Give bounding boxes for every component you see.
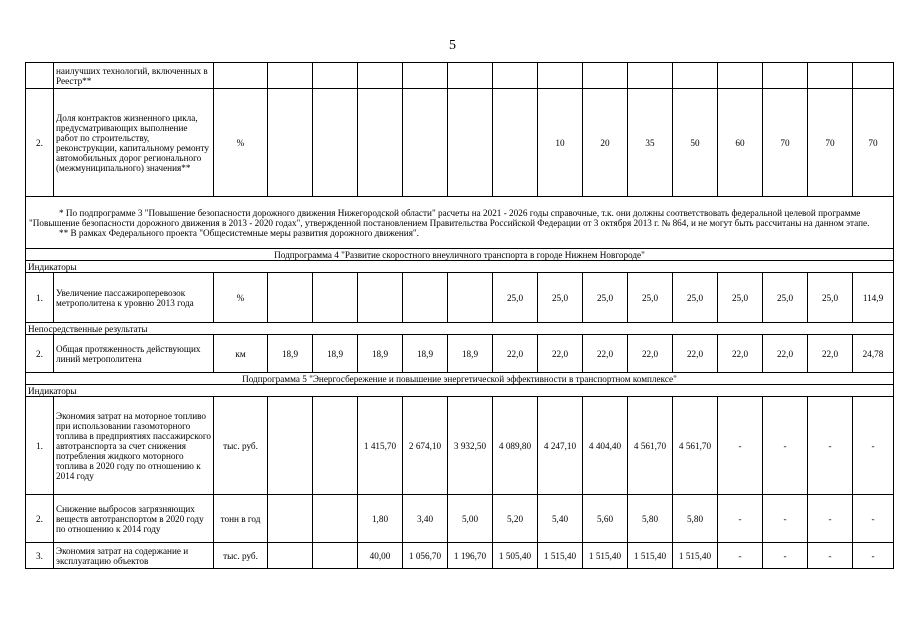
indicator-name: Снижение выбросов загрязняющих веществ автотранспортом в 2020 году по отношению к 2014 году	[54, 495, 214, 543]
value-cell	[268, 495, 313, 543]
value-cell: 5,00	[448, 495, 493, 543]
row-number: 2.	[26, 335, 54, 373]
value-cell: -	[763, 397, 808, 495]
value-cell	[763, 63, 808, 89]
value-cell: 18,9	[313, 335, 358, 373]
value-cell: -	[763, 543, 808, 569]
value-cell: 25,0	[538, 273, 583, 323]
value-cell: 25,0	[583, 273, 628, 323]
table-row	[26, 397, 894, 495]
value-cell	[313, 63, 358, 89]
value-cell: 60	[718, 89, 763, 197]
value-cell: 18,9	[448, 335, 493, 373]
indicator-unit	[214, 63, 268, 89]
value-cell: -	[853, 397, 894, 495]
indicators-table	[25, 62, 894, 569]
value-cell: 4 561,70	[673, 397, 718, 495]
value-cell: -	[853, 543, 894, 569]
sub5-indicators-label: Индикаторы	[26, 385, 894, 397]
value-cell: 22,0	[718, 335, 763, 373]
value-cell	[403, 273, 448, 323]
value-cell	[583, 63, 628, 89]
subprogram-4-title-row	[26, 249, 894, 261]
value-cell: 3 932,50	[448, 397, 493, 495]
value-cell: 22,0	[493, 335, 538, 373]
value-cell: 1 515,40	[673, 543, 718, 569]
value-cell	[448, 89, 493, 197]
value-cell: 22,0	[763, 335, 808, 373]
value-cell: 4 404,40	[583, 397, 628, 495]
value-cell: 1,80	[358, 495, 403, 543]
note-1: * По подпрограмме 3 "Повышение безопасности дорожного движения Нижегородской области" расчеты на 2021 - 2026 годы справочные, т.к. они должны соответствовать федеральной целевой программе "Повышение безопасности дорожного движения в 2013 - 2020 годах", утвержденной постановлением Правительства Российской Федерации от 3 октября 2013 г. № 864, и не могут быть рассчитаны на данном этапе.	[29, 207, 870, 228]
value-cell: 70	[853, 89, 894, 197]
table-row	[26, 495, 894, 543]
sub4-results-label: Непосредственные результаты	[26, 323, 894, 335]
value-cell: 4 089,80	[493, 397, 538, 495]
indicator-unit: тонн в год	[214, 495, 268, 543]
notes-cell	[26, 197, 894, 249]
note-2: ** В рамках Федерального проекта "Общесистемные меры развития дорожного движения".	[59, 227, 419, 238]
sub4-indicators-row	[26, 261, 894, 273]
value-cell: 25,0	[493, 273, 538, 323]
value-cell: 18,9	[403, 335, 448, 373]
table-row	[26, 335, 894, 373]
indicator-name: Общая протяженность действующих линий метрополитена	[54, 335, 214, 373]
indicator-name: Увеличение пассажироперевозок метрополитена к уровню 2013 года	[54, 273, 214, 323]
value-cell: 18,9	[358, 335, 403, 373]
value-cell: 5,80	[628, 495, 673, 543]
value-cell: 70	[808, 89, 853, 197]
value-cell	[268, 397, 313, 495]
value-cell: 22,0	[673, 335, 718, 373]
value-cell	[493, 89, 538, 197]
value-cell	[268, 63, 313, 89]
value-cell	[403, 63, 448, 89]
row-number: 3.	[26, 543, 54, 569]
value-cell: 5,20	[493, 495, 538, 543]
value-cell	[313, 89, 358, 197]
value-cell: 4 247,10	[538, 397, 583, 495]
value-cell: 114,9	[853, 273, 894, 323]
sub4-results-row	[26, 323, 894, 335]
row-number: 1.	[26, 273, 54, 323]
value-cell: -	[718, 543, 763, 569]
value-cell: 25,0	[808, 273, 853, 323]
value-cell: 1 515,40	[583, 543, 628, 569]
value-cell: 5,60	[583, 495, 628, 543]
value-cell	[628, 63, 673, 89]
value-cell	[313, 273, 358, 323]
table-row	[26, 273, 894, 323]
value-cell: 1 515,40	[628, 543, 673, 569]
indicator-unit: %	[214, 273, 268, 323]
value-cell	[673, 63, 718, 89]
value-cell	[313, 495, 358, 543]
value-cell	[448, 63, 493, 89]
value-cell: 22,0	[583, 335, 628, 373]
value-cell: 25,0	[763, 273, 808, 323]
value-cell	[718, 63, 763, 89]
sub4-indicators-label: Индикаторы	[26, 261, 894, 273]
value-cell: 1 056,70	[403, 543, 448, 569]
value-cell: 3,40	[403, 495, 448, 543]
value-cell: -	[718, 495, 763, 543]
value-cell: 18,9	[268, 335, 313, 373]
value-cell: 10	[538, 89, 583, 197]
value-cell: 4 561,70	[628, 397, 673, 495]
value-cell	[358, 273, 403, 323]
subprogram-5-title: Подпрограмма 5 "Энергосбережение и повышение энергетической эффективности в транспортном комплексе"	[26, 373, 894, 385]
indicator-name: Экономия затрат на моторное топливо при использовании газомоторного топлива в предприятиях пассажирского автотранспорта за счет снижения потребления жидкого моторного топлива в 2020 году по отношению к 2014 году	[54, 397, 214, 495]
subprogram-5-title-row	[26, 373, 894, 385]
value-cell: 70	[763, 89, 808, 197]
value-cell: 25,0	[628, 273, 673, 323]
value-cell: 5,80	[673, 495, 718, 543]
value-cell	[493, 63, 538, 89]
value-cell: -	[808, 397, 853, 495]
value-cell	[853, 63, 894, 89]
indicator-unit: %	[214, 89, 268, 197]
value-cell	[313, 397, 358, 495]
subprogram-4-title: Подпрограмма 4 "Развитие скоростного внеуличного транспорта в городе Нижнем Новгороде"	[26, 249, 894, 261]
value-cell: -	[853, 495, 894, 543]
value-cell: 1 415,70	[358, 397, 403, 495]
value-cell: 24,78	[853, 335, 894, 373]
value-cell: -	[808, 543, 853, 569]
indicator-name: наилучших технологий, включенных в Реестр**	[54, 63, 214, 89]
value-cell	[403, 89, 448, 197]
value-cell: 22,0	[628, 335, 673, 373]
value-cell	[358, 63, 403, 89]
value-cell: -	[763, 495, 808, 543]
value-cell	[268, 89, 313, 197]
value-cell: 50	[673, 89, 718, 197]
indicator-unit: км	[214, 335, 268, 373]
value-cell: 20	[583, 89, 628, 197]
row-number: 2.	[26, 89, 54, 197]
value-cell	[808, 63, 853, 89]
value-cell: 1 505,40	[493, 543, 538, 569]
row-number	[26, 63, 54, 89]
sub5-indicators-row	[26, 385, 894, 397]
value-cell: 22,0	[808, 335, 853, 373]
value-cell	[268, 543, 313, 569]
value-cell: -	[808, 495, 853, 543]
notes-row	[26, 197, 894, 249]
value-cell	[448, 273, 493, 323]
page-number: 5	[449, 38, 456, 53]
value-cell: 25,0	[718, 273, 763, 323]
value-cell	[268, 273, 313, 323]
value-cell: 1 196,70	[448, 543, 493, 569]
value-cell: 35	[628, 89, 673, 197]
value-cell: 2 674,10	[403, 397, 448, 495]
indicator-unit: тыс. руб.	[214, 397, 268, 495]
value-cell: 25,0	[673, 273, 718, 323]
table-row	[26, 63, 894, 89]
value-cell: 22,0	[538, 335, 583, 373]
value-cell: 5,40	[538, 495, 583, 543]
indicator-name: Экономия затрат на содержание и эксплуатацию объектов	[54, 543, 214, 569]
value-cell	[538, 63, 583, 89]
value-cell: 40,00	[358, 543, 403, 569]
table-row	[26, 89, 894, 197]
value-cell: 1 515,40	[538, 543, 583, 569]
indicator-unit: тыс. руб.	[214, 543, 268, 569]
row-number: 1.	[26, 397, 54, 495]
value-cell	[358, 89, 403, 197]
value-cell	[313, 543, 358, 569]
indicator-name: Доля контрактов жизненного цикла, предусматривающих выполнение работ по строительству, реконструкции, капитальному ремонту автомобильных дорог регионального (межмуниципального) значения**	[54, 89, 214, 197]
value-cell: -	[718, 397, 763, 495]
row-number: 2.	[26, 495, 54, 543]
table-row	[26, 543, 894, 569]
